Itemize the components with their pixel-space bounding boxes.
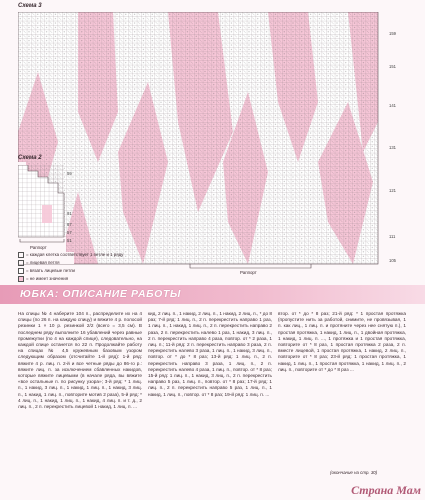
scheme2-row-number: 59	[67, 171, 72, 176]
legend-item: = каждая клетка соответствует 1 петле и 1 ряду	[18, 252, 148, 258]
site-watermark: Страна Мам	[351, 483, 421, 497]
legend-item: = вязать лицевые петли	[18, 268, 148, 274]
scheme2-label: Схема 2	[18, 155, 42, 161]
section-title-bar	[0, 285, 425, 304]
row-number: 105	[389, 258, 396, 263]
section-title: ЮБКА: ОПИСАНИЕ РАБОТЫ	[20, 288, 181, 300]
row-number: 121	[389, 188, 396, 193]
continuation-note: (окончание на стр. 30)	[330, 470, 378, 475]
text-column-3: втор. от * до * 8 раз; 21-й ряд: * 1 простая протяжка (пропустите нить за работой, снимите, не провязывая, 1 п. как лиц., 1 лиц. п. и протяните через нее снятую п.), 1 простая протяжка, 1 накид, 1 лиц. п., 1 двойная протяжка, 1 накид, 1 лиц. п. ..., 1 протяжка и 1 простая протяжка, повторите от * 8 раз, 1 простая протяжка 2 раза, 2 п. вместе лицевой, 1 простая протяжка, 1 накид, 2 лиц. п., повторите от * 8 раз; 23-й ряд: 1 простая протяжка, 1 накид, 1 лиц. п., 1 простая протяжка, 1 накид, 1 лиц. п., 2 лиц. п., повторите от * до * 8 раз ...	[278, 311, 406, 372]
scheme2-chart	[18, 165, 68, 240]
scheme2-row-number: 51	[67, 238, 72, 243]
legend-item: = не имеет значения	[18, 276, 148, 282]
row-number: 151	[389, 64, 396, 69]
scheme3-label: Схема 3	[18, 3, 42, 9]
chart-legend	[18, 252, 148, 284]
text-column-2: кид, 2 лиц. п., 1 накид, 2 лиц. п., 1 накид, 2 лиц. п., * до 8 раз; 7-й ряд: 1 лиц. п., 2 п. перекрестить направо 1 раз, 1 лиц. п., 1 накид, 1 лиц. п., 2 п. перекрестить направо 2 раза, 2 п. перекрестить налево 1 раз, 1 накид, 3 лиц. п., 2 п. перекрестить направо 4 раза, повтор. от * 2 раза, 1 лиц. п.; 11-й ряд: 2 п. перекрестить направо 3 раза, 2 п. перекрестить налево 3 раза, 1 лиц. п., 1 накид, 3 лиц. п., повтор. от * до * 8 раз; 13-й ряд: 1 лиц. п., 2 п. перекрестить направо 3 раза, 1 лиц. п., 2 п. перекрестить налево 4 раза, 1 лиц. п., повтор. от * 8 раз; 15-й ряд: 1 лиц. п., 1 накид, 3 лиц. п., 2 п. перекрестить направо 5 раз, 1 лиц. п., повтор. от * 8 раз; 17-й ряд: 1 лиц. п., 2 п. перекрестить направо 5 раз, 1 лиц. п., 1 накид, 1 лиц. п., повтор. от * 8 раз; 19-й ряд: 1 лиц. п. ...	[148, 311, 272, 397]
scheme3-rapport-label: Раппорт	[240, 270, 257, 275]
knit-together-symbol-icon	[18, 268, 24, 274]
scheme3-chart	[18, 12, 410, 268]
no-stitch-symbol-icon	[18, 276, 24, 282]
legend-item: = лицевая петля	[18, 260, 148, 266]
row-number: 131	[389, 145, 396, 150]
row-number: 159	[389, 31, 396, 36]
knit-stitch-symbol-icon	[18, 260, 24, 266]
row-number: 141	[389, 103, 396, 108]
text-column-1: На спицы № 4 наберите 104 п., распределите их на 4 спицы (по 26 п. на каждую спицу) и вяжите 4 р. полосой резинки 1 × 10 р. резинкой 2/2 (всего = 3,5 см). В последнем ряду выполните 16 убавлений через равные промежутки (по 4 на каждой спице), следовательно, на каждой спице останется по 22 п. Продолжайте работу на спицах № 4,5 кружевным базовым узором следующим образом (отсчитайте 1-й ряд): 1-й ряд: вяжите 4 р. лиц. п. 2-й и все четные ряды до 86-го р.: вяжите лиц. п. за исключением сбавленных накидов, которые вяжите лицевыми (в начале ряда, вы вяжите «все остальные п. по рисунку узора»; 3-й ряд: * 1 лиц. п., 1 накид, 3 лиц. п., 1 накид, 1 лиц. п., 1 накид, 3 лиц. п., 1 накид, 1 лиц. п., повторите мотив 2 раза), 5-й ряд: * 4 лиц. п., 1 накид, 1 лиц. п., 1 накид, 4 лиц. п. и т. д., 2 лиц. п., 2 п. перекрестить лицевой 1 накид, 1 лиц. п. ...	[18, 311, 142, 410]
scheme2-row-number: 57	[67, 230, 72, 235]
scheme2-row-number: 91	[67, 211, 72, 216]
scheme2-rapport-label: Раппорт	[30, 245, 47, 250]
scheme2-row-number: 87	[67, 222, 72, 227]
cell-symbol-icon	[18, 252, 24, 258]
row-number: 111	[389, 234, 396, 239]
